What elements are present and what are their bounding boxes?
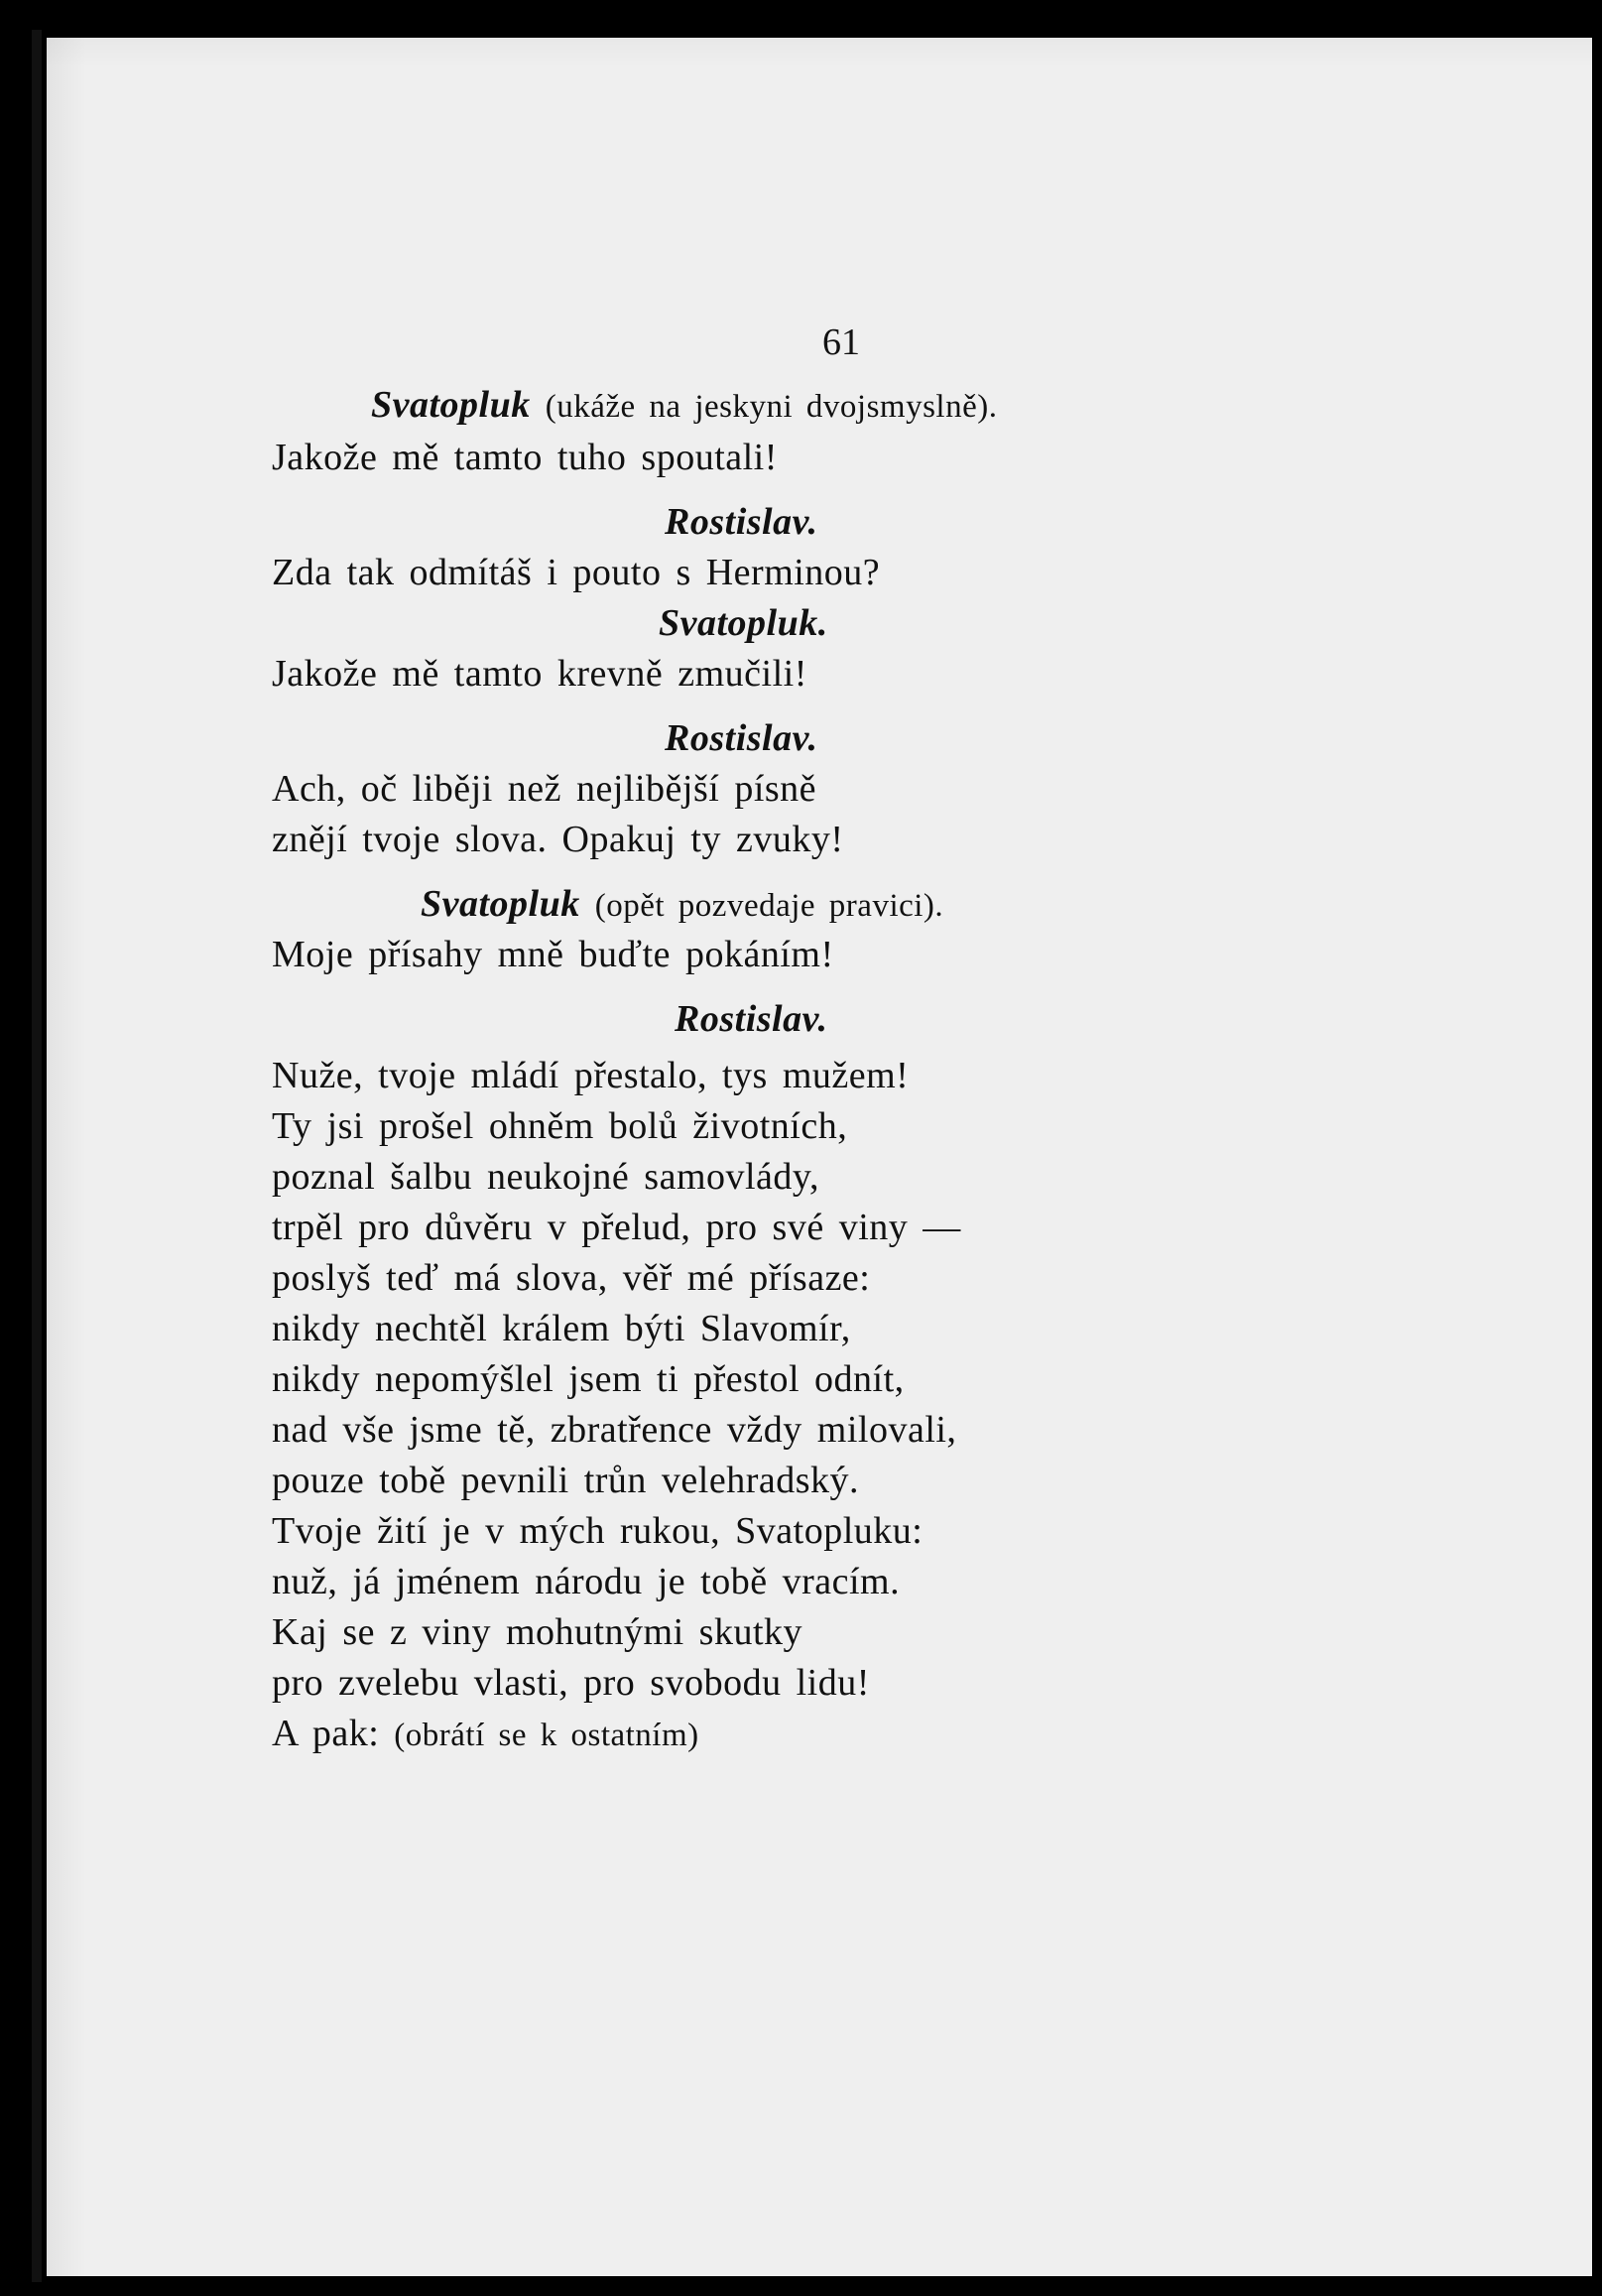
- speaker-name: Svatopluk: [371, 384, 531, 426]
- verse-line: nikdy nechtěl králem býti Slavomír,: [272, 1308, 851, 1349]
- verse-line: Kaj se z viny mohutnými skutky: [272, 1611, 803, 1653]
- verse-line: nuž, já jménem národu je tobě vracím.: [272, 1561, 901, 1602]
- verse-line: Ty jsi prošel ohněm bolů životních,: [272, 1105, 848, 1147]
- speaker-line: [272, 380, 1264, 431]
- speaker-line: [272, 713, 1264, 764]
- stage-direction: (obrátí se k ostatním): [394, 1718, 699, 1753]
- verse-line: Ach, oč liběji než nejlibější písně: [272, 768, 817, 810]
- drama-text: [272, 380, 1264, 1759]
- verse-line: nad vše jsme tě, zbratřence vždy milovali,: [272, 1409, 957, 1451]
- verse-line: Jakože mě tamto tuho spoutali!: [272, 437, 778, 478]
- verse-line: znějí tvoje slova. Opakuj ty zvuky!: [272, 819, 844, 860]
- stage-direction: (ukáže na jeskyni dvojsmyslně).: [545, 389, 998, 425]
- verse-line: [272, 1709, 1264, 1759]
- verse-line: pouze tobě pevnili trůn velehradský.: [272, 1460, 860, 1501]
- speaker-name: Rostislav.: [675, 998, 828, 1040]
- speaker-name: Svatopluk.: [659, 602, 828, 644]
- speaker-name: Svatopluk: [421, 883, 580, 925]
- stage-direction: (opět pozvedaje pravici).: [594, 888, 944, 924]
- speaker-line: [272, 879, 1264, 930]
- speaker-line: [272, 598, 1264, 649]
- binding-edge: [32, 30, 42, 2282]
- verse-line: trpěl pro důvěru v přelud, pro své viny —: [272, 1207, 961, 1248]
- verse-line: Nuže, tvoje mládí přestalo, tys mužem!: [272, 1055, 910, 1096]
- verse-text: A pak:: [272, 1713, 380, 1754]
- verse-line: Jakože mě tamto krevně zmučili!: [272, 653, 807, 695]
- verse-line: Moje přísahy mně buďte pokáním!: [272, 934, 834, 975]
- speaker-name: Rostislav.: [665, 501, 818, 543]
- verse-line: Zda tak odmítáš i pouto s Herminou?: [272, 552, 881, 593]
- verse-line: nikdy nepomýšlel jsem ti přestol odnít,: [272, 1358, 905, 1400]
- page-number: [47, 320, 1592, 364]
- verse-line: poznal šalbu neukojné samovlády,: [272, 1156, 819, 1198]
- speaker-line: [272, 994, 1264, 1045]
- verse-line: pro zvelebu vlasti, pro svobodu lidu!: [272, 1662, 870, 1704]
- verse-line: poslyš teď má slova, věř mé přísaze:: [272, 1257, 871, 1299]
- speaker-name: Rostislav.: [665, 717, 818, 759]
- speaker-line: [272, 497, 1264, 548]
- verse-line: Tvoje žití je v mých rukou, Svatopluku:: [272, 1510, 924, 1552]
- page-number-text: 61: [822, 321, 860, 363]
